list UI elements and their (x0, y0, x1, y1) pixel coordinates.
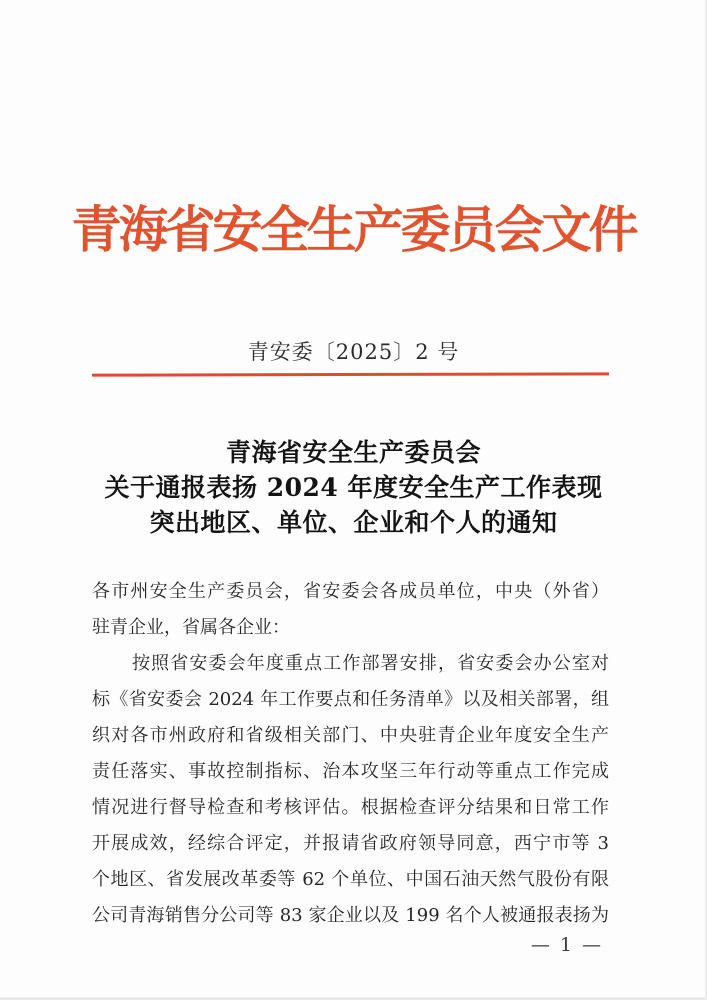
letterhead-org-title: 青海省安全生产委员会文件 (71, 200, 636, 259)
notice-title-line-2: 关于通报表扬 2024 年度安全生产工作表现 (104, 473, 603, 502)
body-line: 公司青海销售分公司等 83 家企业以及 199 名个人被通报表扬为 (92, 905, 609, 926)
body-line-salutation-1: 各市州安全生产委员会，省安委会各成员单位，中央（外省） (92, 581, 609, 602)
body-line: 情况进行督导检查和考核评估。根据检查评分结果和日常工作 (92, 797, 609, 818)
body-line: 织对各市州政府和省级相关部门、中央驻青企业年度安全生产 (92, 725, 609, 746)
notice-title-line-3: 突出地区、单位、企业和个人的通知 (149, 508, 558, 537)
notice-title (0, 435, 707, 540)
body-line: 标《省安委会 2024 年工作要点和任务清单》以及相关部署，组 (92, 689, 609, 710)
body-line-salutation-2: 驻青企业，省属各企业： (92, 617, 290, 638)
body-line-paragraph-start: 按照省安委会年度重点工作部署安排，省安委会办公室对 (132, 653, 609, 674)
letterhead-divider-rule (92, 372, 609, 376)
page-number: — 1 — (530, 934, 603, 956)
body-line: 开展成效，经综合评定，并报请省政府领导同意，西宁市等 3 (92, 833, 609, 854)
body-line: 个地区、省发展改革委等 62 个单位、中国石油天然气股份有限 (92, 869, 609, 890)
notice-title-line-1: 青海省安全生产委员会 (225, 438, 481, 467)
notice-body (92, 574, 609, 934)
body-line: 责任落实、事故控制指标、治本攻坚三年行动等重点工作完成 (92, 761, 609, 782)
document-number: 青安委〔2025〕2 号 (247, 340, 460, 364)
